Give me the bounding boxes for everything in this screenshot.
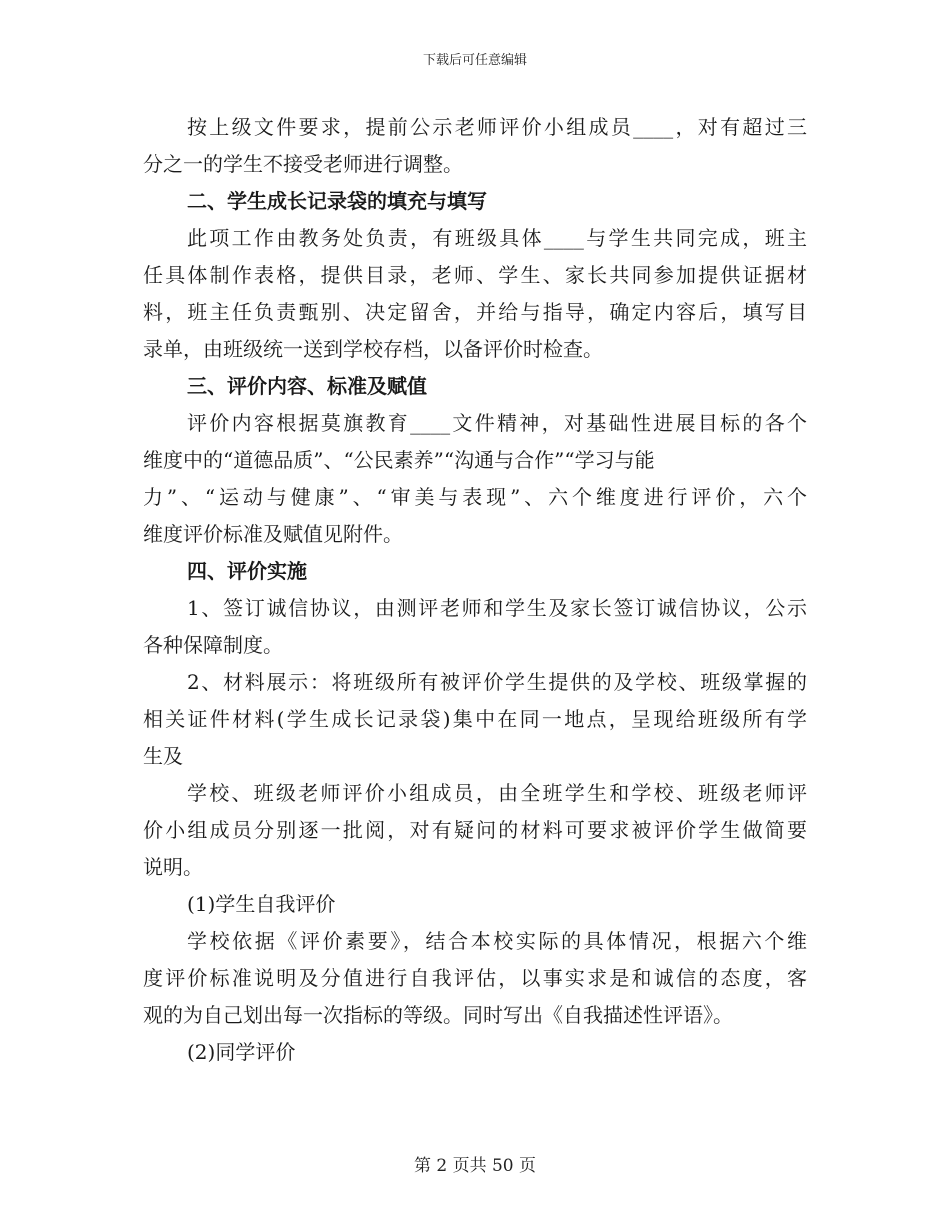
section-heading: 四、评价实施: [187, 559, 307, 583]
text-line: 分之一的学生不接受老师进行调整。: [143, 152, 463, 176]
text-line: 学校、班级老师评价小组成员，由全班学生和学校、班级老师评: [187, 781, 807, 805]
section-heading: 三、评价内容、标准及赋值: [187, 374, 427, 398]
text-line: 观的为自己划出每一次指标的等级。同时写出《自我描述性评语》。: [143, 1003, 733, 1027]
text-line: 维度中的“道德品质”、“公民素养”“沟通与合作”“学习与能: [143, 448, 655, 472]
text-line: 料，班主任负责甄别、决定留舍，并给与指导，确定内容后，填写目: [143, 300, 807, 324]
text-line: 生及: [143, 744, 183, 768]
text-line: 相关证件材料(学生成长记录袋)集中在同一地点，呈现给班级所有学: [143, 707, 807, 731]
text-line: 力”、“运动与健康”、“审美与表现”、六个维度进行评价，六个: [143, 485, 807, 509]
text-line: 2、材料展示：将班级所有被评价学生提供的及学校、班级掌握的: [187, 670, 807, 694]
text-line: 评价内容根据莫旗教育____文件精神，对基础性进展目标的各个: [187, 411, 807, 435]
text-line: (2)同学评价: [187, 1040, 296, 1064]
section-heading: 二、学生成长记录袋的填充与填写: [187, 189, 487, 213]
page-header: 下载后可任意编辑: [422, 53, 527, 68]
text-line: 学校依据《评价素要》，结合本校实际的具体情况，根据六个维: [187, 929, 807, 953]
text-line: 1、签订诚信协议，由测评老师和学生及家长签订诚信协议，公示: [187, 596, 807, 620]
text-line: 录单，由班级统一送到学校存档，以备评价时检查。: [143, 337, 603, 361]
text-line: 各种保障制度。: [143, 633, 283, 657]
text-line: 按上级文件要求，提前公示老师评价小组成员____，对有超过三: [187, 115, 807, 139]
text-line: 度评价标准说明及分值进行自我评估，以事实求是和诚信的态度，客: [143, 966, 807, 990]
text-line: 维度评价标准及赋值见附件。: [143, 522, 403, 546]
page-footer: 第 2 页共 50 页: [413, 1156, 537, 1176]
document-body: [143, 109, 807, 1071]
text-line: 任具体制作表格，提供目录，老师、学生、家长共同参加提供证据材: [143, 263, 807, 287]
text-line: 价小组成员分别逐一批阅，对有疑问的材料可要求被评价学生做简要: [143, 818, 807, 842]
text-line: 说明。: [143, 855, 203, 879]
text-line: (1)学生自我评价: [187, 892, 336, 916]
text-line: 此项工作由教务处负责，有班级具体____与学生共同完成，班主: [187, 226, 807, 250]
